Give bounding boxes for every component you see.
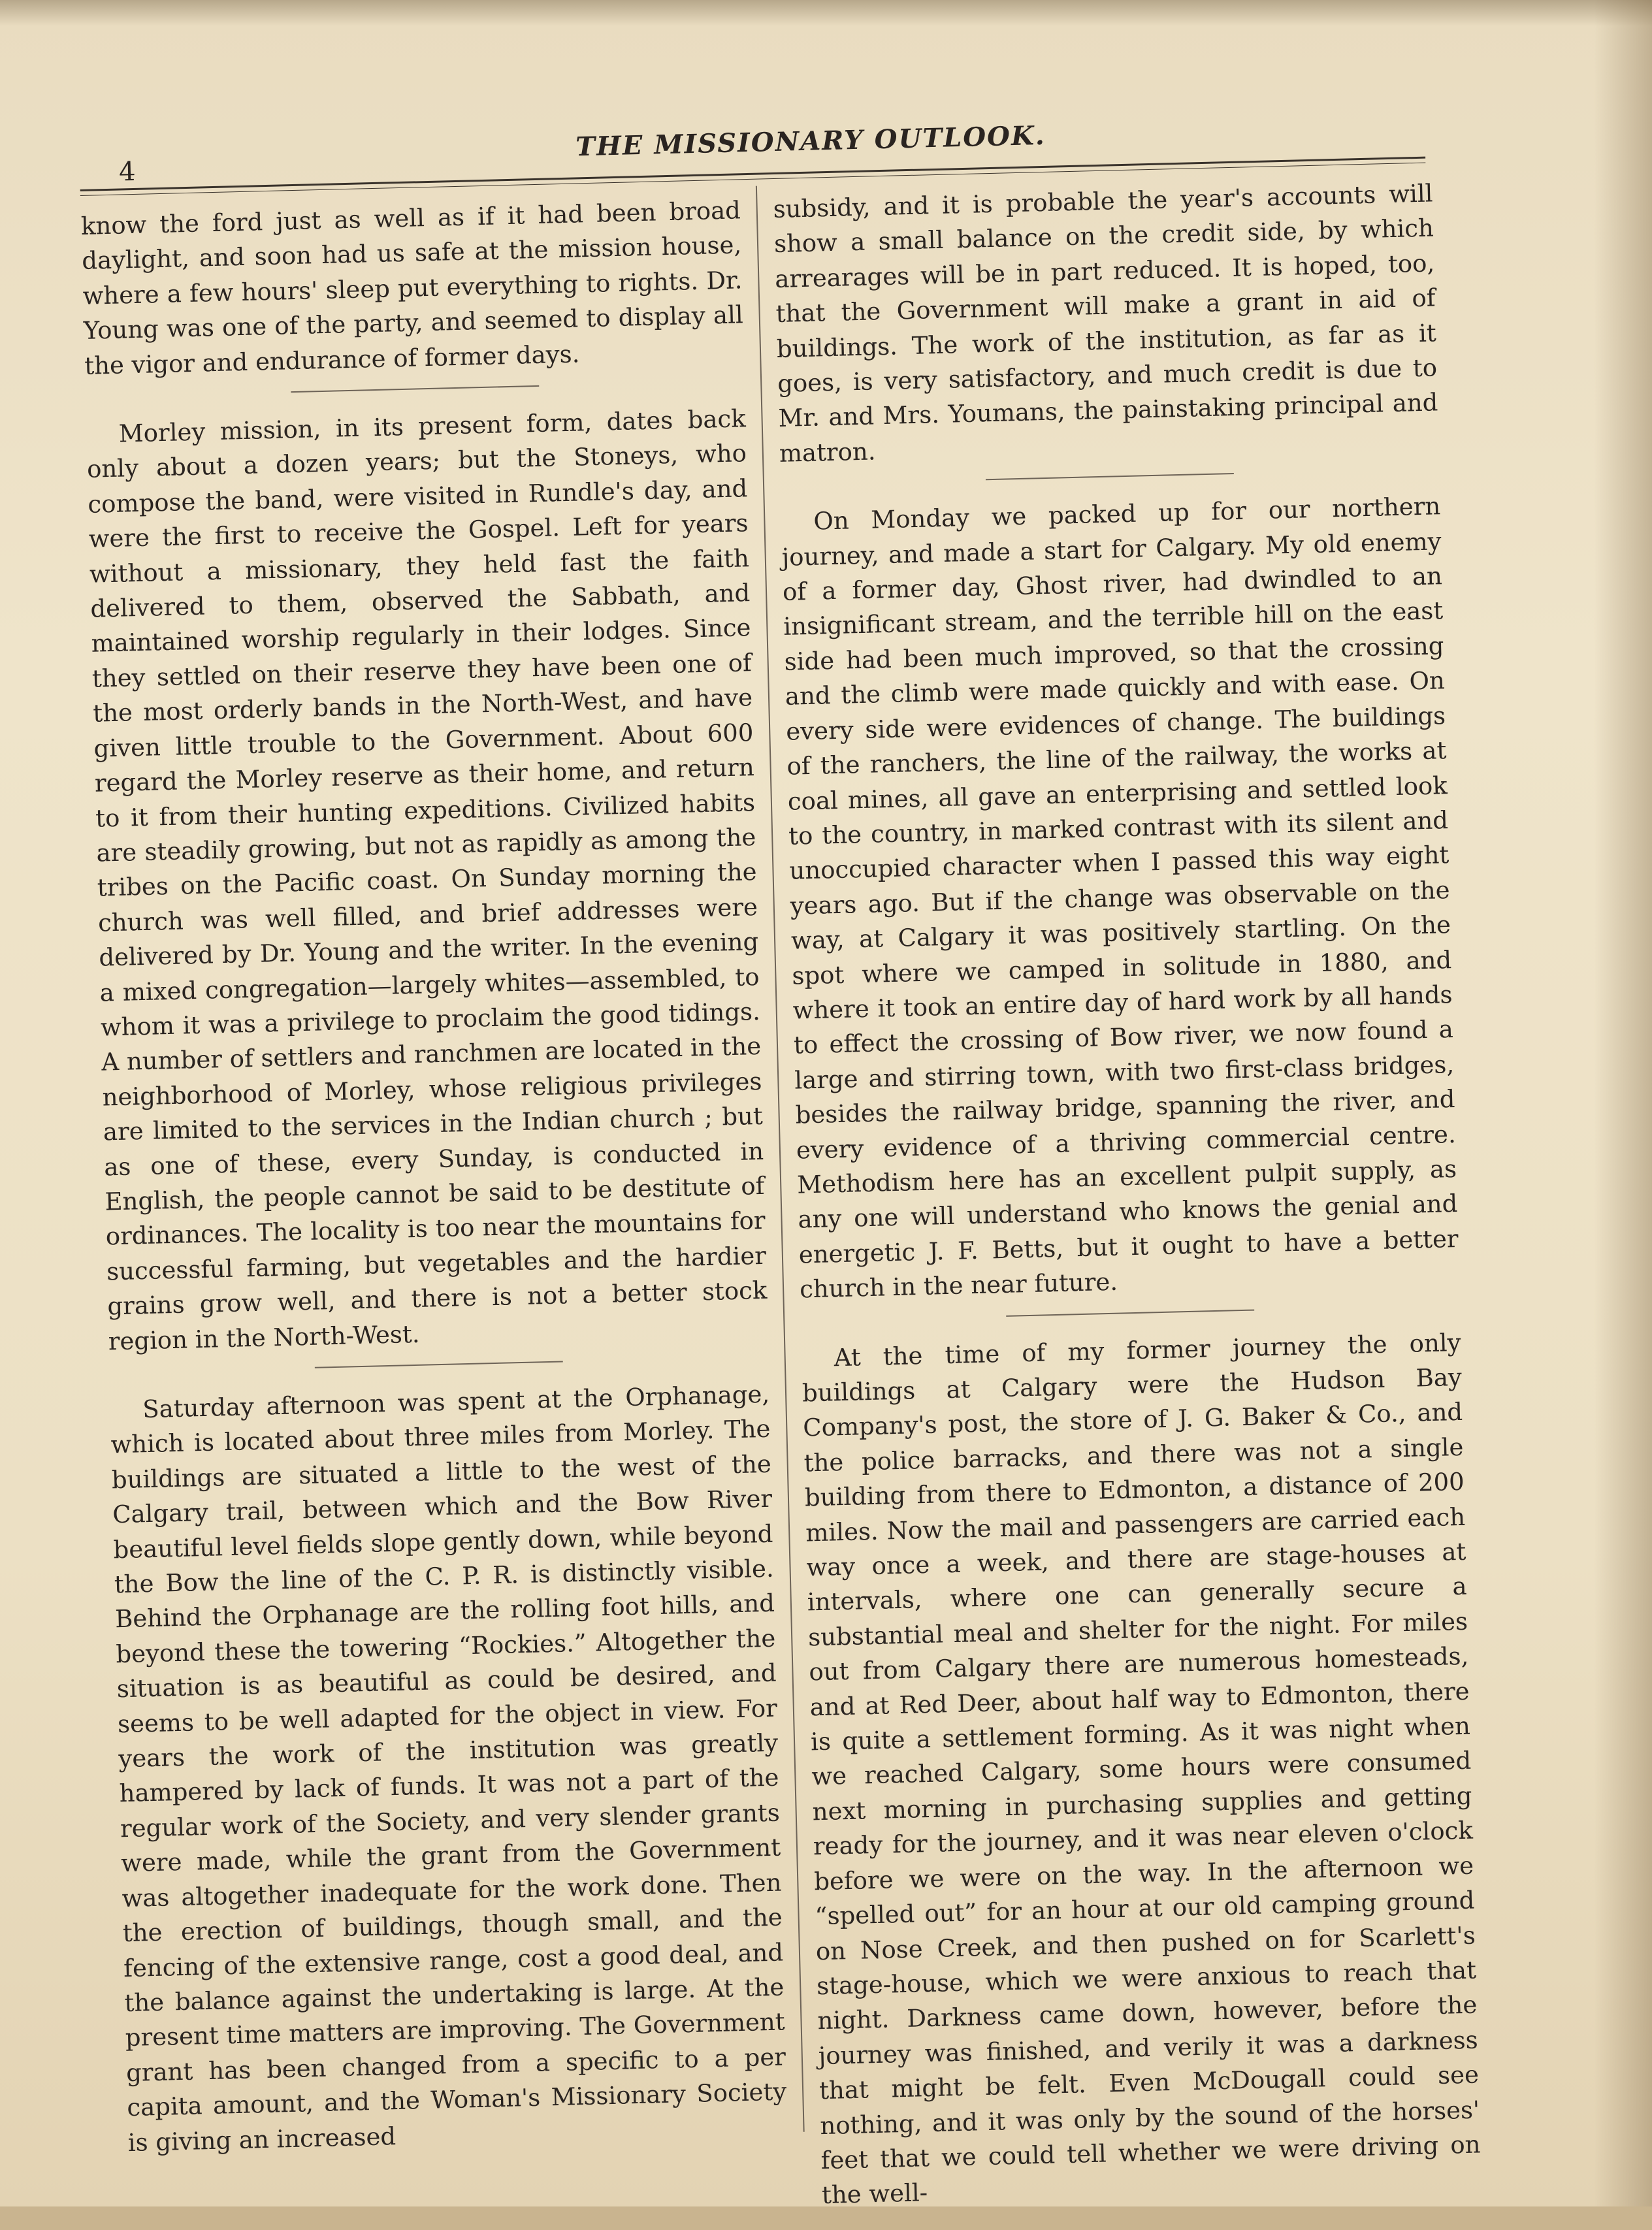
section-divider	[986, 473, 1234, 480]
page-content	[78, 84, 1512, 2210]
running-title: THE MISSIONARY OUTLOOK.	[575, 120, 1046, 163]
page-number: 4	[118, 156, 137, 187]
section-divider	[1006, 1309, 1254, 1316]
paragraph: Saturday afternoon was spent at the Orphanage, which is located about three miles from Morley. The buildings are situated a little to the west of the Calgary trail, between which and the Bow River beautiful level fields slope gently down, while beyond the Bow the line of the C. P. R. is distinctly visible. Behind the Orphanage are the rolling foot hills, and beyond these the towering “Rockies.” Altogether the situation is as beautiful as could be desired, and seems to be well adapted for the object in view. For years the work of the institution was greatly hampered by lack of funds. It was not a part of the regular work of the Society, and very slender grants were made, while the grant from the Government was altogether inadequate for the work done. Then the erection of buildings, though small, and the fencing of the extensive range, cost a good deal, and the balance against the undertaking is large. At the present time matters are improving. The Government grant has been changed from a specific to a per capita amount, and the Woman's Missionary Society is giving an increased	[110, 1380, 787, 2157]
section-divider	[291, 385, 539, 393]
section-divider	[315, 1361, 563, 1368]
left-column	[80, 193, 788, 2160]
right-column	[773, 176, 1482, 2213]
page-edge-shadow	[1594, 0, 1652, 2206]
paragraph: subsidy, and it is probable the year's accounts will show a small balance on the credit side, by which arrearages will be in part reduced. It is hoped, too, that the Government will make a grant in aid of buildings. The work of the institution, as far as it goes, is very satisfactory, and much credit is due to Mr. and Mrs. Youmans, the painstaking principal and matron.	[773, 179, 1438, 468]
paragraph: On Monday we packed up for our northern journey, and made a start for Calgary. My old enemy of a former day, Ghost river, had dwindled to an insignificant stream, and the terrible hill on the east side had been much improved, so that the crossing and the climb were made quickly and with ease. On every side were evidences of change. The buildings of the ranchers, the line of the railway, the works at coal mines, all gave an enterprising and settled look to the country, in marked contrast with its silent and unoccupied character when I passed this way eight years ago. But if the change was observable on the way, at Calgary it was positively startling. On the spot where we camped in solitude in 1880, and where it took an entire day of hard work by all hands to effect the crossing of Bow river, we now found a large and stirring town, with two first-class bridges, besides the railway bridge, spanning the river, and every evidence of a thriving commercial centre. Methodism here has an excellent pulpit supply, as any one will understand who knows the genial and energetic J. F. Betts, but it ought to have a better church in the near future.	[781, 492, 1459, 1304]
paragraph: Morley mission, in its present form, dates back only about a dozen years; but the Stoneys, who compose the band, were visited in Rundle's day, and were the first to receive the Gospel. Left for years without a missionary, they held fast the faith delivered to them, observed the Sabbath, and maintained worship regularly in their lodges. Since they settled on their reserve they have been one of the most orderly bands in the North-West, and have given little trouble to the Government. About 600 regard the Morley reserve as their home, and return to it from their hunting expeditions. Civilized habits are steadily growing, but not as rapidly as among the tribes on the Pacific coast. On Sunday morning the church was well filled, and brief addresses were delivered by Dr. Young and the writer. In the evening a mixed congregation—largely whites—assembled, to whom it was a privilege to proclaim the good tidings. A number of settlers and ranchmen are located in the neighborhood of Morley, whose religious privileges are limited to the services in the Indian church ; but as one of these, every Sunday, is conducted in English, the people cannot be said to be destitute of ordinances. The locality is too near the mountains for successful farming, but vegetables and the hardier grains grow well, and there is not a better stock region in the North-West.	[86, 404, 768, 1356]
page-top-shadow	[0, 0, 1652, 26]
paragraph: know the ford just as well as if it had been broad daylight, and soon had us safe at the mission house, where a few hours' sleep put everything to rights. Dr. Young was one of the party, and seemed to display all the vigor and endurance of former days.	[80, 196, 744, 380]
paragraph: At the time of my former journey the only buildings at Calgary were the Hudson Bay Company's post, the store of J. G. Baker & Co., and the police barracks, and there was not a single building from there to Edmonton, a distance of 200 miles. Now the mail and passengers are carried each way once a week, and there are stage-houses at intervals, where one can generally secure a substantial meal and shelter for the night. For miles out from Calgary there are numerous homesteads, and at Red Deer, about half way to Edmonton, there is quite a settlement forming. As it was night when we reached Calgary, some hours were consumed next morning in purchasing supplies and getting ready for the journey, and it was near eleven o'clock before we were on the way. In the afternoon we “spelled out” for an hour at our old camping ground on Nose Creek, and then pushed on for Scarlett's stage-house, which we were anxious to reach that night. Darkness came down, however, before the journey was finished, and verily it was a darkness that might be felt. Even McDougall could see nothing, and it was only by the sound of the horses' feet that we could tell whether we were driving on the well-	[802, 1328, 1481, 2210]
